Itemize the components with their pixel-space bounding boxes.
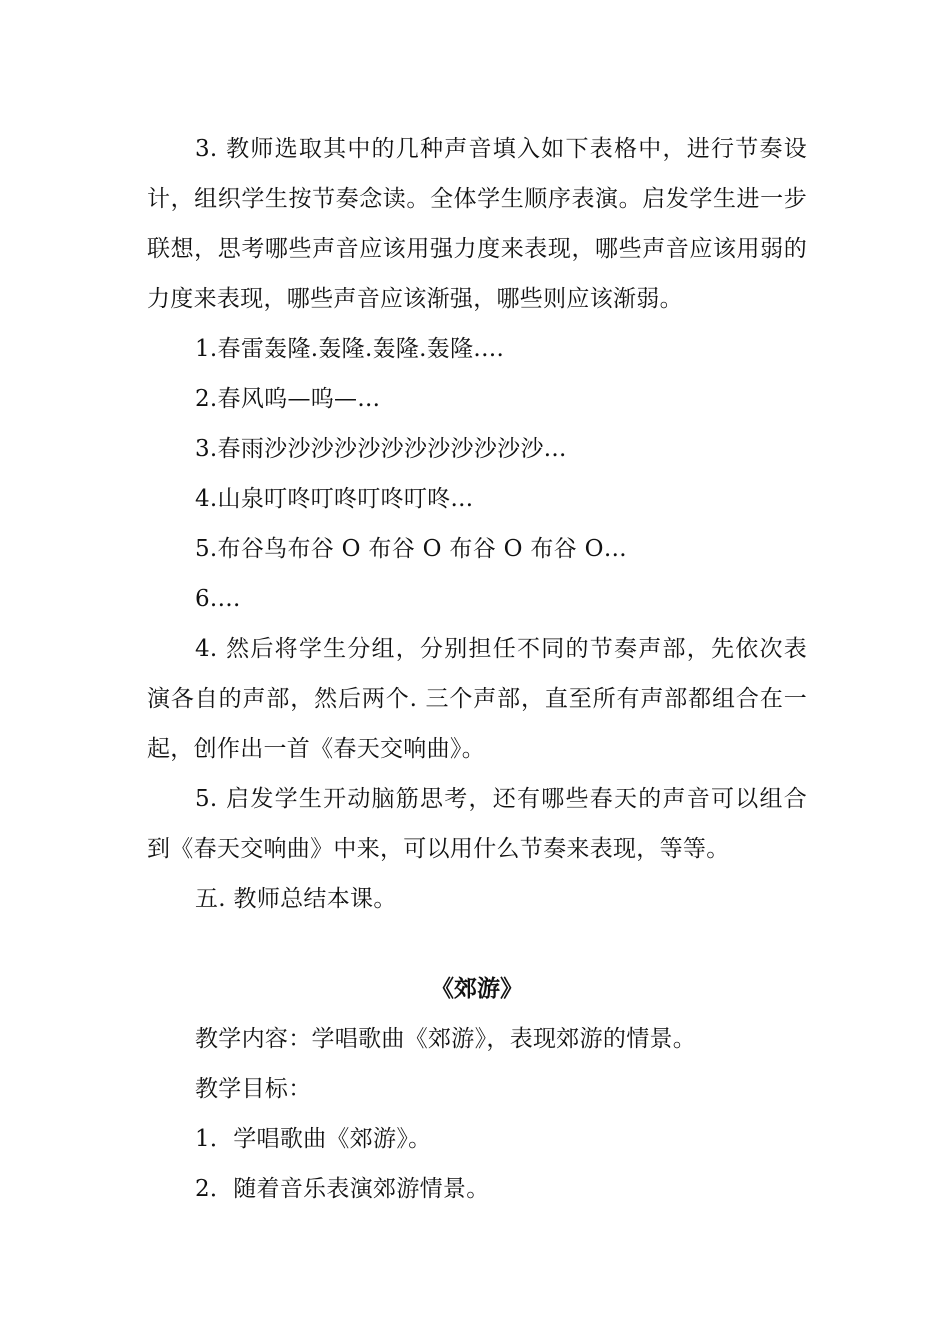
lesson-title: 《郊游》 (431, 975, 523, 1002)
teaching-content: 教学内容：学唱歌曲《郊游》，表现郊游的情景。 (195, 1026, 697, 1052)
paragraph-step-5: 5. 启发学生开动脑筋思考，还有哪些春天的声音可以组合到《春天交响曲》中来，可以用什么节奏来表现，等等。 (147, 786, 807, 862)
paragraph-summary: 五. 教师总结本课。 (195, 886, 397, 912)
paragraph-step-3: 3. 教师选取其中的几种声音填入如下表格中，进行节奏设计，组织学生按节奏念读。全体学生顺序表演。启发学生进一步联想，思考哪些声音应该用强力度来表现，哪些声音应该用弱的力度来表现，哪些声音应该渐强，哪些则应该渐弱。 (147, 136, 807, 312)
paragraph-step-4: 4. 然后将学生分组，分别担任不同的节奏声部，先依次表演各自的声部，然后两个. 三个声部，直至所有声部都组合在一起，创作出一首《春天交响曲》。 (147, 636, 807, 762)
teaching-goals-label: 教学目标： (195, 1076, 312, 1102)
list-item-etc: 6.… (195, 586, 241, 612)
list-item-spring: 4.山泉叮咚叮咚叮咚叮咚... (195, 486, 474, 512)
list-item-wind: 2.春风呜—呜—... (195, 386, 381, 412)
document-page (147, 124, 807, 1214)
teaching-goal-2: 2．随着音乐表演郊游情景。 (195, 1176, 490, 1202)
section-gap (147, 924, 807, 964)
list-item-rain: 3.春雨沙沙沙沙沙沙沙沙沙沙沙沙... (195, 436, 567, 462)
list-item-thunder: 1.春雷轰隆.轰隆.轰隆.轰隆.… (195, 336, 505, 362)
teaching-goal-1: 1．学唱歌曲《郊游》。 (195, 1126, 432, 1152)
list-item-cuckoo: 5.布谷鸟布谷 O 布谷 O 布谷 O 布谷 O… (195, 536, 628, 562)
